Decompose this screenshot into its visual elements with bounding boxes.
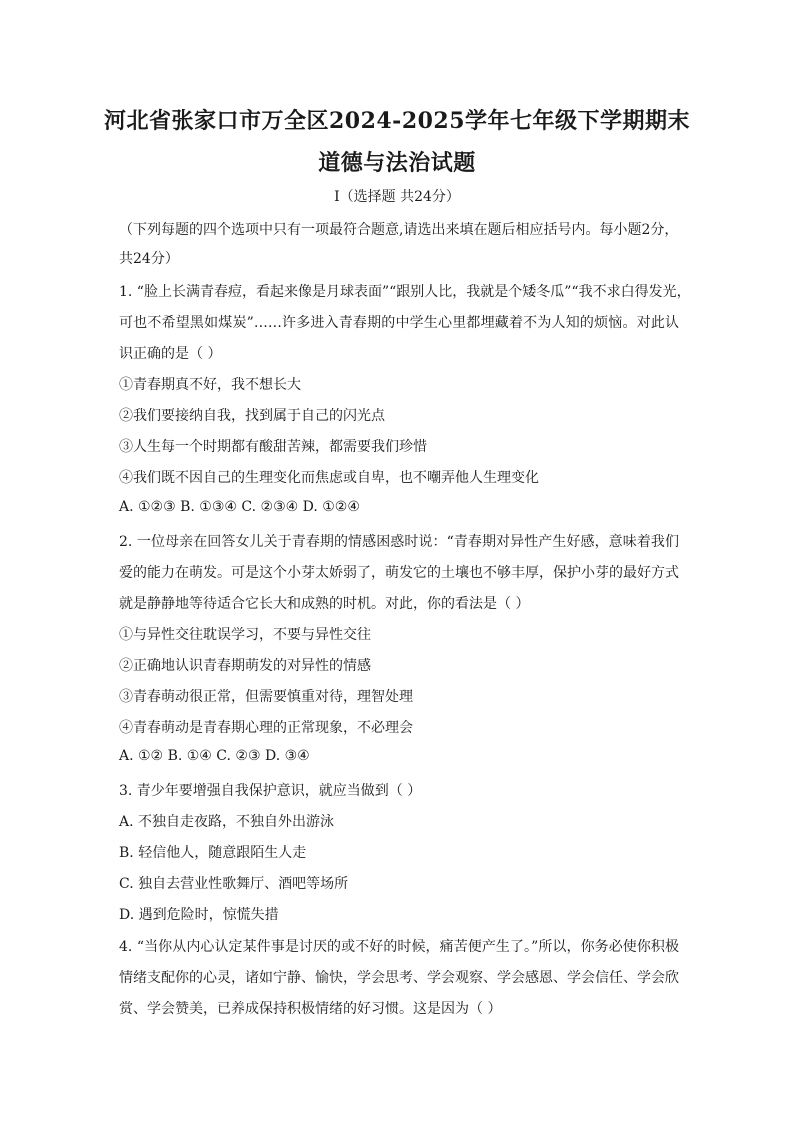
q2-statement-3: ③青春萌动很正常，但需要慎重对待，理智处理 (119, 689, 413, 705)
q1-statement-2: ②我们要接纳自我，找到属于自己的闪光点 (119, 408, 385, 424)
q3-stem-line-1: 3. 青少年要增强自我保护意识，就应当做到（ ） (119, 783, 422, 799)
q2-stem-line-2: 爱的能力在萌发。可是这个小芽太娇弱了，萌发它的土壤也不够丰厚，保护小芽的最好方式 (119, 565, 679, 581)
q3-choice-c: C. 独自去营业性歌舞厅、酒吧等场所 (119, 876, 349, 892)
q2-statement-1: ①与异性交往耽误学习，不要与异性交往 (119, 627, 371, 643)
q1-statement-1: ①青春期真不好，我不想长大 (119, 377, 301, 393)
exam-title-line1: 河北省张家口市万全区2024-2025学年七年级下学期期末 (103, 108, 691, 134)
q1-stem-line-2: 可也不希望黑如煤炭”……许多进入青春期的中学生心里都埋藏着不为人知的烦恼。对此认 (119, 315, 679, 331)
q3-choice-b: B. 轻信他人，随意跟陌生人走 (119, 845, 307, 861)
q2-statement-4: ④青春萌动是青春期心理的正常现象，不必理会 (119, 720, 413, 736)
q1-stem-line-1: 1. “脸上长满青春痘，看起来像是月球表面”“跟别人比，我就是个矮冬瓜”“我不求白得发光， (119, 284, 691, 300)
q3-choice-d: D. 遇到危险时，惊慌失措 (119, 907, 279, 923)
q4-stem-line-3: 赏、学会赞美，已养成保持积极情绪的好习惯。这是因为（ ） (119, 1001, 502, 1017)
q1-options: A. ①②③ B. ①③④ C. ②③④ D. ①②④ (119, 499, 360, 515)
q2-options: A. ①② B. ①④ C. ②③ D. ③④ (119, 748, 310, 764)
instruction-line-2: 共24分） (119, 251, 179, 267)
q1-statement-3: ③人生每一个时期都有酸甜苦辣，都需要我们珍惜 (119, 439, 427, 455)
q3-choice-a: A. 不独自走夜路，不独自外出游泳 (119, 814, 335, 830)
q4-stem-line-2: 情绪支配你的心灵，诸如宁静、愉快，学会思考、学会观察、学会感恩、学会信任、学会欣 (119, 970, 679, 986)
section-label: I（选择题 共24分） (334, 189, 460, 205)
q2-stem-line-1: 2. 一位母亲在回答女儿关于青春期的情感困惑时说：“青春期对异性产生好感，意味着我们 (119, 534, 679, 550)
instruction-line-1: （下列每题的四个选项中只有一项最符合题意,请选出来填在题后相应括号内。每小题2分， (119, 222, 679, 238)
q2-stem-line-3: 就是静静地等待适合它长大和成熟的时机。对此，你的看法是（ ） (119, 596, 530, 612)
exam-title-line2: 道德与法治试题 (318, 150, 476, 176)
q1-stem-line-3: 识正确的是（ ） (119, 346, 222, 362)
q2-statement-2: ②正确地认识青春期萌发的对异性的情感 (119, 658, 371, 674)
q4-stem-line-1: 4. “当你从内心认定某件事是讨厌的或不好的时候，痛苦便产生了。”所以，你务必使你积极 (119, 939, 679, 955)
q1-statement-4: ④我们既不因自己的生理变化而焦虑或自卑，也不嘲弄他人生理变化 (119, 470, 539, 486)
